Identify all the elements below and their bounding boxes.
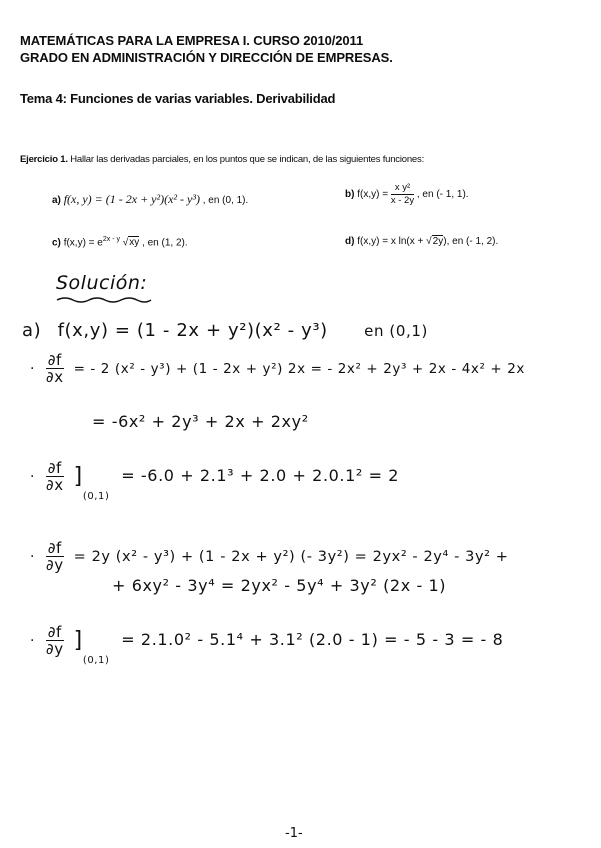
solution-underline bbox=[55, 294, 155, 308]
fx-derivation: · $\frac{\partial f}{\partial x}$ = - 2 (x² - y³) + (1 - 2x + y²) 2x = - 2x² + 2y³ + 2x - 4x² + 2x bbox=[30, 351, 525, 386]
item-c-point: , en (1, 2). bbox=[142, 237, 188, 249]
item-c-lhs: f(x,y) = e bbox=[63, 237, 103, 249]
exercise-item-a bbox=[52, 192, 248, 207]
fx-line-1: = - 2 (x² - y³) + (1 - 2x + y²) 2x = - 2x² + 2y³ + 2x - 4x² + 2x bbox=[73, 361, 525, 377]
dfdy-symbol bbox=[46, 540, 64, 573]
dfdx-eval-symbol bbox=[46, 460, 64, 493]
fy-eval-result: = 2.1.0² - 5.1⁴ + 3.1² (2.0 - 1) = - 5 - 3 = - 8 bbox=[121, 630, 504, 649]
dfdx-denominator: ∂x bbox=[45, 368, 64, 386]
fx-eval-point: (0,1) bbox=[82, 491, 110, 502]
fy-line-1: = 2y (x² - y³) + (1 - 2x + y²) (- 3y²) = 2yx² - 2y⁴ - 3y² + bbox=[73, 549, 509, 565]
item-c-radicand: xy bbox=[129, 237, 140, 249]
page-number: -1- bbox=[285, 826, 303, 841]
dfdx-symbol bbox=[46, 352, 64, 385]
fx-eval-result: = -6.0 + 2.1³ + 2.0 + 2.0.1² = 2 bbox=[121, 466, 400, 485]
item-c-label: c) bbox=[52, 237, 61, 249]
exercise-statement bbox=[20, 154, 424, 165]
fy-evaluation: · $\frac{\partial f}{\partial y}$ ]$_{(0,1)} = 2.1.0^2 - 5.1^4 + 3.1^2$ (2.0 - 1) = - 5 - 3 = - 8 bbox=[30, 623, 504, 666]
dfdy-eval-symbol bbox=[46, 624, 64, 657]
exercise-item-d: d) f(x,y) = x ln(x + √2y), en (- 1, 2). bbox=[345, 236, 499, 247]
fy-eval-point: (0,1) bbox=[82, 655, 110, 666]
dfdx-eval-denominator: ∂x bbox=[45, 476, 64, 494]
item-b-point: , en (- 1, 1). bbox=[416, 189, 469, 201]
fy-derivation: · $\frac{\partial f}{\partial y}$ = 2y (x² - y³) + (1 - 2x + y²) (- 3y²) = 2yx² - 2y⁴ - 3y² + bbox=[30, 539, 509, 574]
item-d-label: d) bbox=[345, 236, 355, 247]
item-a-label: a) bbox=[52, 195, 61, 206]
dfdy-denominator: ∂y bbox=[45, 556, 64, 574]
item-b-denominator: x - 2y bbox=[390, 195, 415, 206]
solution-function-point: en (0,1) bbox=[364, 322, 428, 340]
item-b-label: b) bbox=[345, 189, 355, 201]
dfdx-numerator: ∂f bbox=[47, 351, 62, 369]
item-a-point: , en (0, 1). bbox=[202, 195, 249, 206]
exercise-item-b bbox=[345, 182, 469, 207]
dfdy-numerator: ∂f bbox=[47, 539, 62, 557]
exercise-text: Hallar las derivadas parciales, en los puntos que se indican, de las siguientes funciones: bbox=[70, 154, 425, 165]
topic-heading: Tema 4: Funciones de varias variables. Derivabilidad bbox=[20, 91, 336, 106]
item-b-lhs: f(x,y) = bbox=[357, 189, 389, 201]
solution-heading: Solución: bbox=[56, 272, 148, 294]
document-title-line-2: GRADO EN ADMINISTRACIÓN Y DIRECCIÓN DE EMPRESAS. bbox=[20, 50, 393, 65]
fy-line-2: + 6xy² - 3y⁴ = 2yx² - 5y⁴ + 3y² (2x - 1) bbox=[112, 576, 447, 595]
dfdx-eval-numerator: ∂f bbox=[47, 459, 62, 477]
fx-evaluation: · $\frac{\partial f}{\partial x}$ ]$_{(0,1)} = -6.0 + 2.1^3 + 2.0 + 2.0.1^2 = 2$ bbox=[30, 459, 400, 502]
document-title-line-1: MATEMÁTICAS PARA LA EMPRESA I. CURSO 2010/2011 bbox=[20, 33, 364, 48]
exercise-label: Ejercicio 1. bbox=[20, 154, 68, 165]
item-a-function: f(x, y) = (1 - 2x + y²)(x² - y³) bbox=[63, 192, 200, 206]
item-d-inner: x + bbox=[409, 236, 424, 247]
fx-line-2: = -6x² + 2y³ + 2x + 2xy² bbox=[92, 412, 309, 431]
item-b-fraction bbox=[391, 182, 414, 207]
dfdy-eval-denominator: ∂y bbox=[45, 640, 64, 658]
item-d-point: , en (- 1, 2). bbox=[446, 236, 499, 247]
item-c-exponent: 2x - y bbox=[102, 236, 120, 243]
solution-function-line bbox=[22, 320, 428, 341]
exercise-item-c: c) $f(x,y) = e^{2x - y}$ √xy , en (1, 2). bbox=[52, 236, 188, 249]
solution-function: f(x,y) = (1 - 2x + y²)(x² - y³) bbox=[57, 320, 328, 341]
item-d-lhs: f(x,y) = x ln bbox=[357, 236, 407, 247]
solution-part-label: a) bbox=[22, 320, 42, 341]
item-d-radicand: 2y bbox=[432, 236, 444, 247]
dfdy-eval-numerator: ∂f bbox=[47, 623, 62, 641]
item-b-numerator: x y² bbox=[391, 182, 414, 195]
